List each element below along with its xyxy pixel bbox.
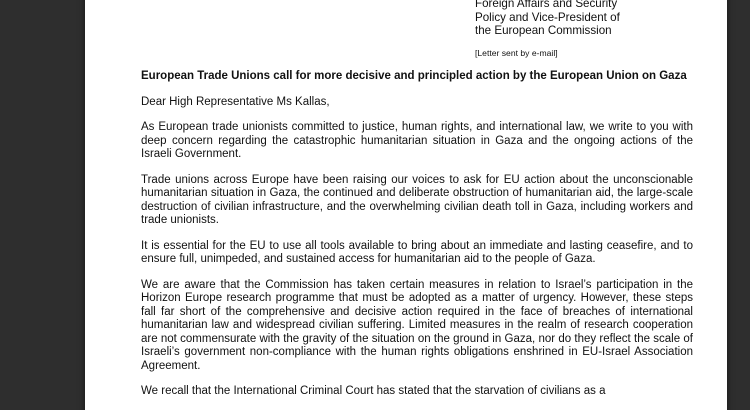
letter-page — [85, 0, 727, 410]
recipient-line-1: Foreign Affairs and Security — [475, 0, 618, 10]
salutation: Dear High Representative Ms Kallas, — [141, 95, 330, 108]
letter-subject: European Trade Unions call for more decisive and principled action by the European Union on Gaza — [141, 70, 687, 82]
paragraph-1: As European trade unionists committed to justice, human rights, and international law, we write to you with deep concern regarding the catastrophic humanitarian situation in Gaza and the ongoing actions of the Israeli Government. — [141, 121, 693, 160]
paragraph-2: Trade unions across Europe have been raising our voices to ask for EU action about the unconscionable humanitarian situation in Gaza, the continued and deliberate obstruction of humanitarian aid, the large-scale destruction of civilian infrastructure, and the overwhelming civilian death toll in Gaza, including workers and trade unionists. — [141, 173, 693, 226]
sent-note: [Letter sent by e-mail] — [475, 48, 558, 58]
paragraph-5: We recall that the International Criminal Court has stated that the starvation of civilians as a — [141, 385, 606, 397]
paragraph-4: We are aware that the Commission has taken certain measures in relation to Israel’s participation in the Horizon Europe research programme that must be adopted as a matter of urgency. However, these steps fall far short of the comprehensive and decisive action required in the face of breaches of international humanitarian law and widespread civilian suffering. Limited measures in the realm of research cooperation are not commensurate with the gravity of the situation on the ground in Gaza, nor do they reflect the scale of Israeli’s government non-compliance with the human rights obligations enshrined in EU-Israel Association Agreement. — [141, 278, 693, 372]
paragraph-3: It is essential for the EU to use all tools available to bring about an immediate and lasting ceasefire, and to ensure full, unimpeded, and sustained access for humanitarian aid to the people of Gaza. — [141, 239, 693, 265]
letter-body — [141, 70, 693, 410]
recipient-block — [475, 0, 620, 38]
recipient-line-3: the European Commission — [475, 24, 612, 38]
recipient-line-2: Policy and Vice-President of — [475, 10, 620, 24]
